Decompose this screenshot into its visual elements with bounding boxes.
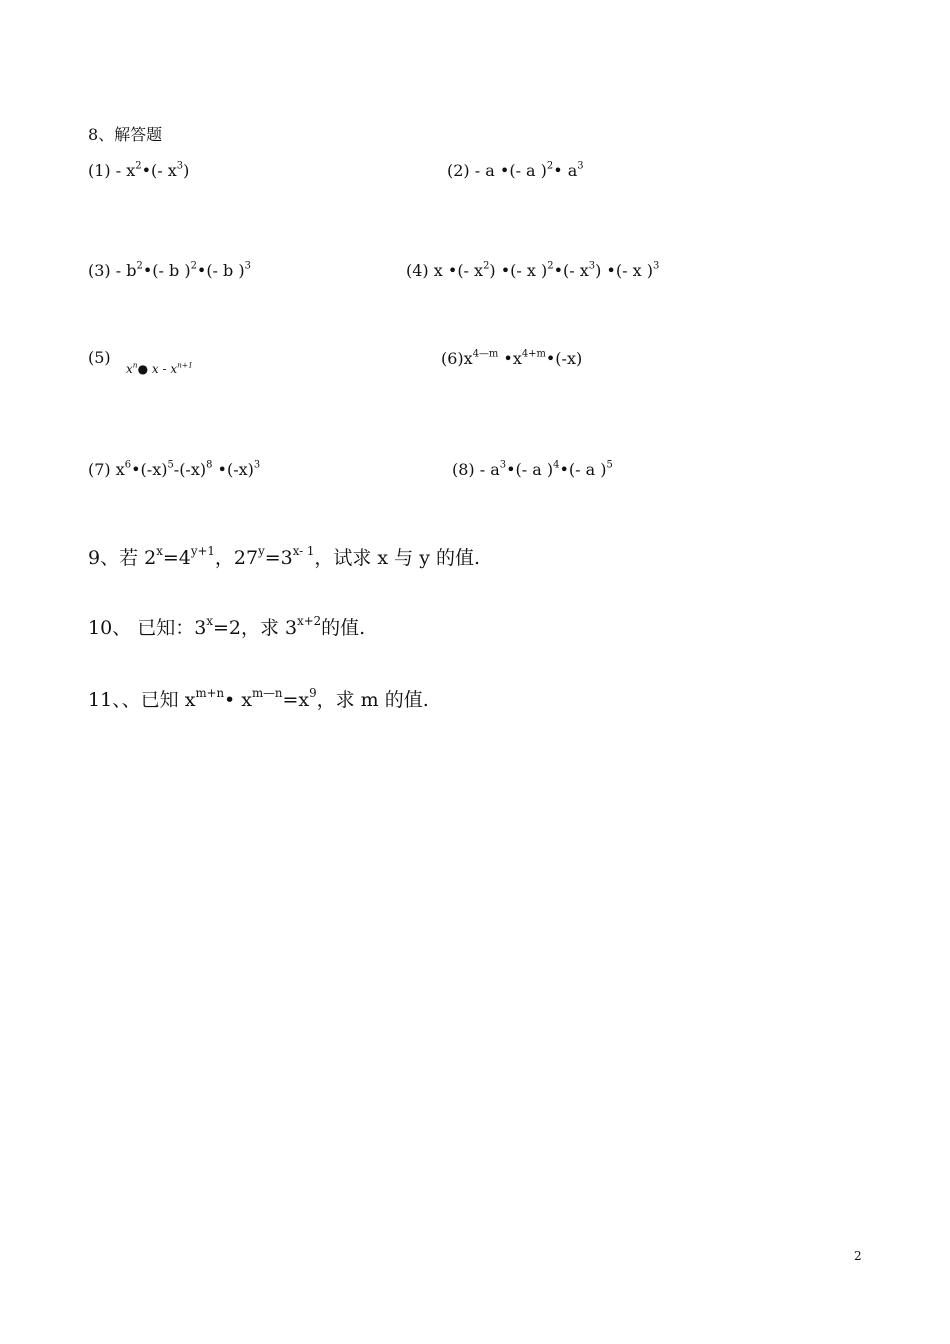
question-9: 9、若 $2^x=4^{y+1}$，$27^y=3^{x- 1}$，试求 x 与 y 的值.: [88, 544, 481, 569]
expression: - $x^2•(-$ $x^3$): [115, 160, 190, 180]
expression: $x^{4—m}$ $•x^{4+m}•(-x)$: [463, 348, 583, 368]
problem-4: [406, 261, 659, 280]
problem-6: [441, 349, 582, 368]
problem-2: [447, 161, 584, 180]
problem-5: [88, 348, 111, 367]
problem-5-expression: $x^n●$ x - $x^{n+1}$: [126, 360, 193, 376]
question-10: 10、 已知：$3^x=2$，求 $3^{x+2}$的值.: [88, 614, 366, 639]
expression: - a •(- a )$^2$• $a^3$: [474, 160, 584, 180]
problem-1: [88, 161, 189, 180]
problem-7: [88, 460, 260, 479]
expression: x •(- $x^2$) •(- x )$^2$•(- $x^3$) •(- x )$^3$: [433, 260, 660, 280]
expression: $x^6•(-x)^5-(-x)^8$ $•(-x)^3$: [115, 459, 261, 479]
expression: - $a^3•(-$ a )$^4$•(- a )$^5$: [479, 459, 613, 479]
problem-8: [452, 460, 613, 479]
problem-label: (6): [441, 349, 464, 368]
problem-label: (5): [88, 348, 111, 367]
page-number: 2: [854, 1249, 862, 1263]
expression: - $b^2•(-$ b )$^2$•(- b )$^3$: [115, 260, 251, 280]
problem-label: (8): [452, 460, 475, 479]
problem-3: [88, 261, 251, 280]
question-11: 11、、已知 $x^{m+n}•$ $x^{m—n}=x^9$，求 m 的值.: [88, 686, 429, 711]
problem-label: (7): [88, 460, 111, 479]
problem-label: (2): [447, 161, 470, 180]
problem-label: (4): [406, 261, 429, 280]
problem-label: (1): [88, 161, 111, 180]
section-8-heading: 8、解答题: [88, 125, 163, 144]
problem-label: (3): [88, 261, 111, 280]
